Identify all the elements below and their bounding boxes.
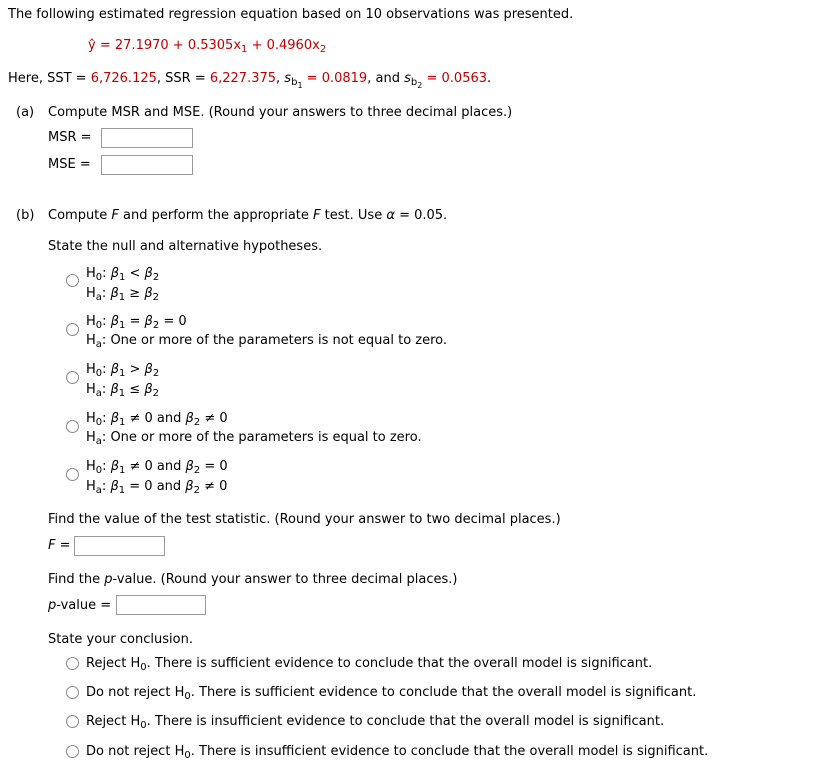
p-value-input[interactable]: [116, 595, 206, 615]
part-b-prompt: Compute F and perform the appropriate F test. Use α = 0.05.: [48, 208, 448, 223]
given-values: Here, SST = 6,726.125, SSR = 6,227.375, $s_{b_1} = 0.0819$, and $s_{b_2} = 0.0563$.: [8, 71, 492, 90]
hypothesis-option-1-ha: $H_a$: $\beta_1 \ge \beta_2$: [86, 286, 159, 303]
hypothesis-option-1-h0: $H_0$: $\beta_1 < \beta_2$: [86, 266, 160, 283]
b2-value: 0.4960: [266, 38, 313, 53]
conclusion-option-3-radio[interactable]: [66, 715, 79, 728]
test-statistic-prompt: Find the value of the test statistic. (Round your answer to two decimal places.): [48, 512, 561, 527]
hypothesis-option-5-ha: $H_a$: $\beta_1 = 0$ and $\beta_2 \ne 0$: [86, 479, 228, 496]
hypothesis-option-3-h0: $H_0$: $\beta_1 > \beta_2$: [86, 362, 160, 379]
mse-input[interactable]: [101, 155, 193, 175]
conclusion-option-2-radio[interactable]: [66, 686, 79, 699]
b1-value: 0.5305: [187, 38, 234, 53]
hypothesis-option-2-h0: $H_0$: $\beta_1 = \beta_2 = 0$: [86, 314, 187, 331]
p-value-prompt: Find the p-value. (Round your answer to three decimal places.): [48, 572, 458, 587]
hypothesis-option-2-ha: $H_a$: One or more of the parameters is not equal to zero.: [86, 333, 448, 350]
hypotheses-prompt: State the null and alternative hypotheses.: [48, 239, 323, 254]
ssr-value: 6,227.375: [209, 71, 277, 86]
part-a-prompt: Compute MSR and MSE. (Round your answers to three decimal places.): [48, 105, 513, 120]
intercept-value: 27.1970: [114, 38, 169, 53]
sb2-value: 0.0563: [441, 71, 488, 86]
p-value-label: p-value =: [48, 598, 112, 613]
conclusion-option-3-text: Reject $H_0$. There is insufficient evidence to conclude that the overall model is significant.: [86, 714, 665, 731]
part-b-label: (b): [16, 208, 35, 223]
conclusion-option-1-text: Reject $H_0$. There is sufficient evidence to conclude that the overall model is significant.: [86, 656, 653, 673]
hypothesis-option-4-h0: $H_0$: $\beta_1 \ne 0$ and $\beta_2 \ne 0$: [86, 411, 228, 428]
hypothesis-option-5-h0: $H_0$: $\beta_1 \ne 0$ and $\beta_2 = 0$: [86, 459, 228, 476]
hypothesis-option-1-radio[interactable]: [66, 274, 79, 287]
regression-equation: ŷ = $27.1970 + 0.5305x_1 + 0.4960x_2$: [88, 38, 327, 55]
hypothesis-option-2-radio[interactable]: [66, 323, 79, 336]
f-label: F =: [48, 538, 71, 553]
intro-text: The following estimated regression equation based on 10 observations was presented.: [8, 7, 574, 22]
f-statistic-input[interactable]: [74, 536, 165, 556]
hypothesis-option-3-ha: $H_a$: $\beta_1 \le \beta_2$: [86, 382, 159, 399]
conclusion-option-4-text: Do not reject $H_0$. There is insufficient evidence to conclude that the overall model is significant.: [86, 744, 709, 761]
part-a-label: (a): [16, 105, 35, 120]
sb1-value: 0.0819: [321, 71, 368, 86]
hypothesis-option-4-ha: $H_a$: One or more of the parameters is equal to zero.: [86, 430, 422, 447]
hypothesis-option-3-radio[interactable]: [66, 371, 79, 384]
msr-input[interactable]: [101, 128, 193, 148]
mse-label: MSE =: [48, 157, 91, 172]
sst-value: 6,726.125: [90, 71, 157, 86]
conclusion-option-4-radio[interactable]: [66, 745, 79, 758]
conclusion-prompt: State your conclusion.: [48, 632, 193, 647]
hypothesis-option-4-radio[interactable]: [66, 420, 79, 433]
conclusion-option-1-radio[interactable]: [66, 657, 79, 670]
msr-label: MSR =: [48, 130, 92, 145]
hypothesis-option-5-radio[interactable]: [66, 468, 79, 481]
yhat-symbol: ŷ: [88, 38, 96, 53]
conclusion-option-2-text: Do not reject $H_0$. There is sufficient evidence to conclude that the overall model is significant.: [86, 685, 697, 702]
